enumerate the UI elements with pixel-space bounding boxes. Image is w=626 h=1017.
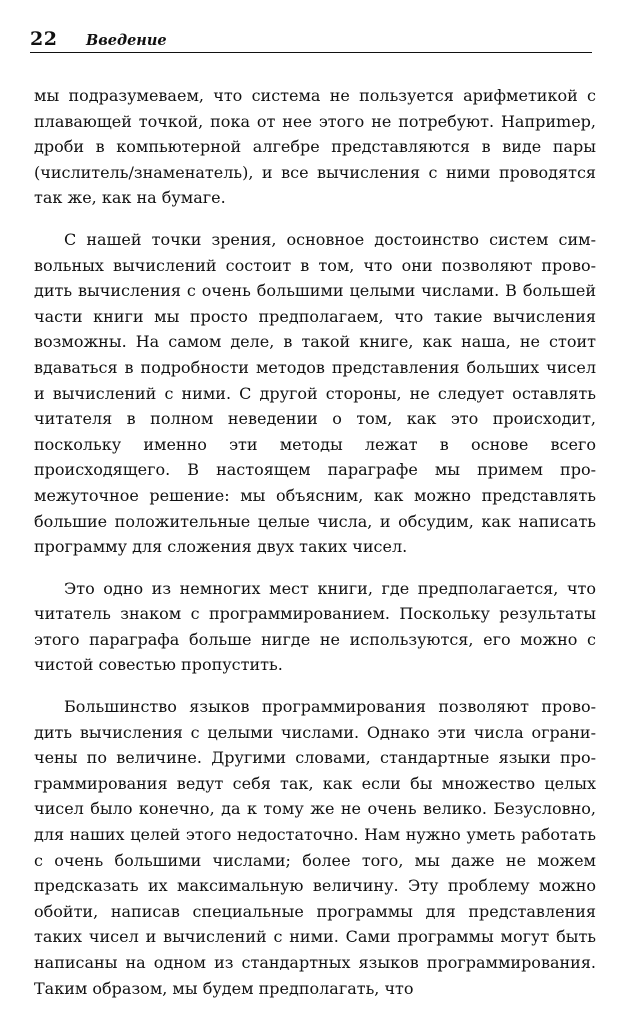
chapter-title: Введение — [86, 32, 167, 49]
paragraph-continuation: мы подразумеваем, что система не пользуется арифметикой с плавающей точкой, пока от нее этого не потребуют. Наприmер, дроби в компьютерной алгебре представляются в виде пары (числитель/знаменатель), и все вычисления с ними проводятся так же, как на бумаге. — [34, 86, 596, 208]
running-header — [30, 26, 592, 53]
page-number: 22 — [30, 28, 58, 50]
paragraph-symbolic-computation: С нашей точки зрения, основное достоинство систем символьных вычислений состоит в том, что они позволяют проводить вычисления с очень большими целыми числами. В большей части книги мы просто предполагаем, что такие вычисления возможны. На самом деле, в такой книге, как наша, не стоит вдаваться в подробности методов представления больших чисел и вычислений с ними. С другой стороны, не следует оставлять читателя в полном неведении о том, как это происходит, поскольку именно эти методы лежат в основе всего происходящего. В настоящем параграфе мы примем промежуточное решение: мы объясним, как можно представлять большие положительные целые числа, и обсудим, как написать программу для сложения двух таких чисел. — [34, 229, 596, 557]
paragraph-programming-note: Это одно из немногих мест книги, где предполагается, что читатель знаком с программированием. Поскольку результаты этого параграфа больше нигде не используются, его можно с чистой совестью пропустить. — [34, 578, 596, 675]
body-text — [34, 83, 596, 1017]
paragraph-integer-limits: Большинство языков программирования позволяют проводить вычисления с целыми числами. Однако эти числа ограничены по величине. Другими словами, стандартные языки программирования ведут себя так, как если бы множество целых чисел было конечно, да к тому же не очень велико. Безусловно, для наших целей этого недостаточно. Нам нужно уметь работать с очень большими числами; более того, мы даже не можем предсказать их максимальную величину. Эту проблему можно обойти, написав специальные программы для представления таких чисел и вычислений с ними. Сами программы могут быть написаны на одном из стандартных языков программирования. Таким образом, мы будем предполагать, что — [34, 697, 596, 998]
